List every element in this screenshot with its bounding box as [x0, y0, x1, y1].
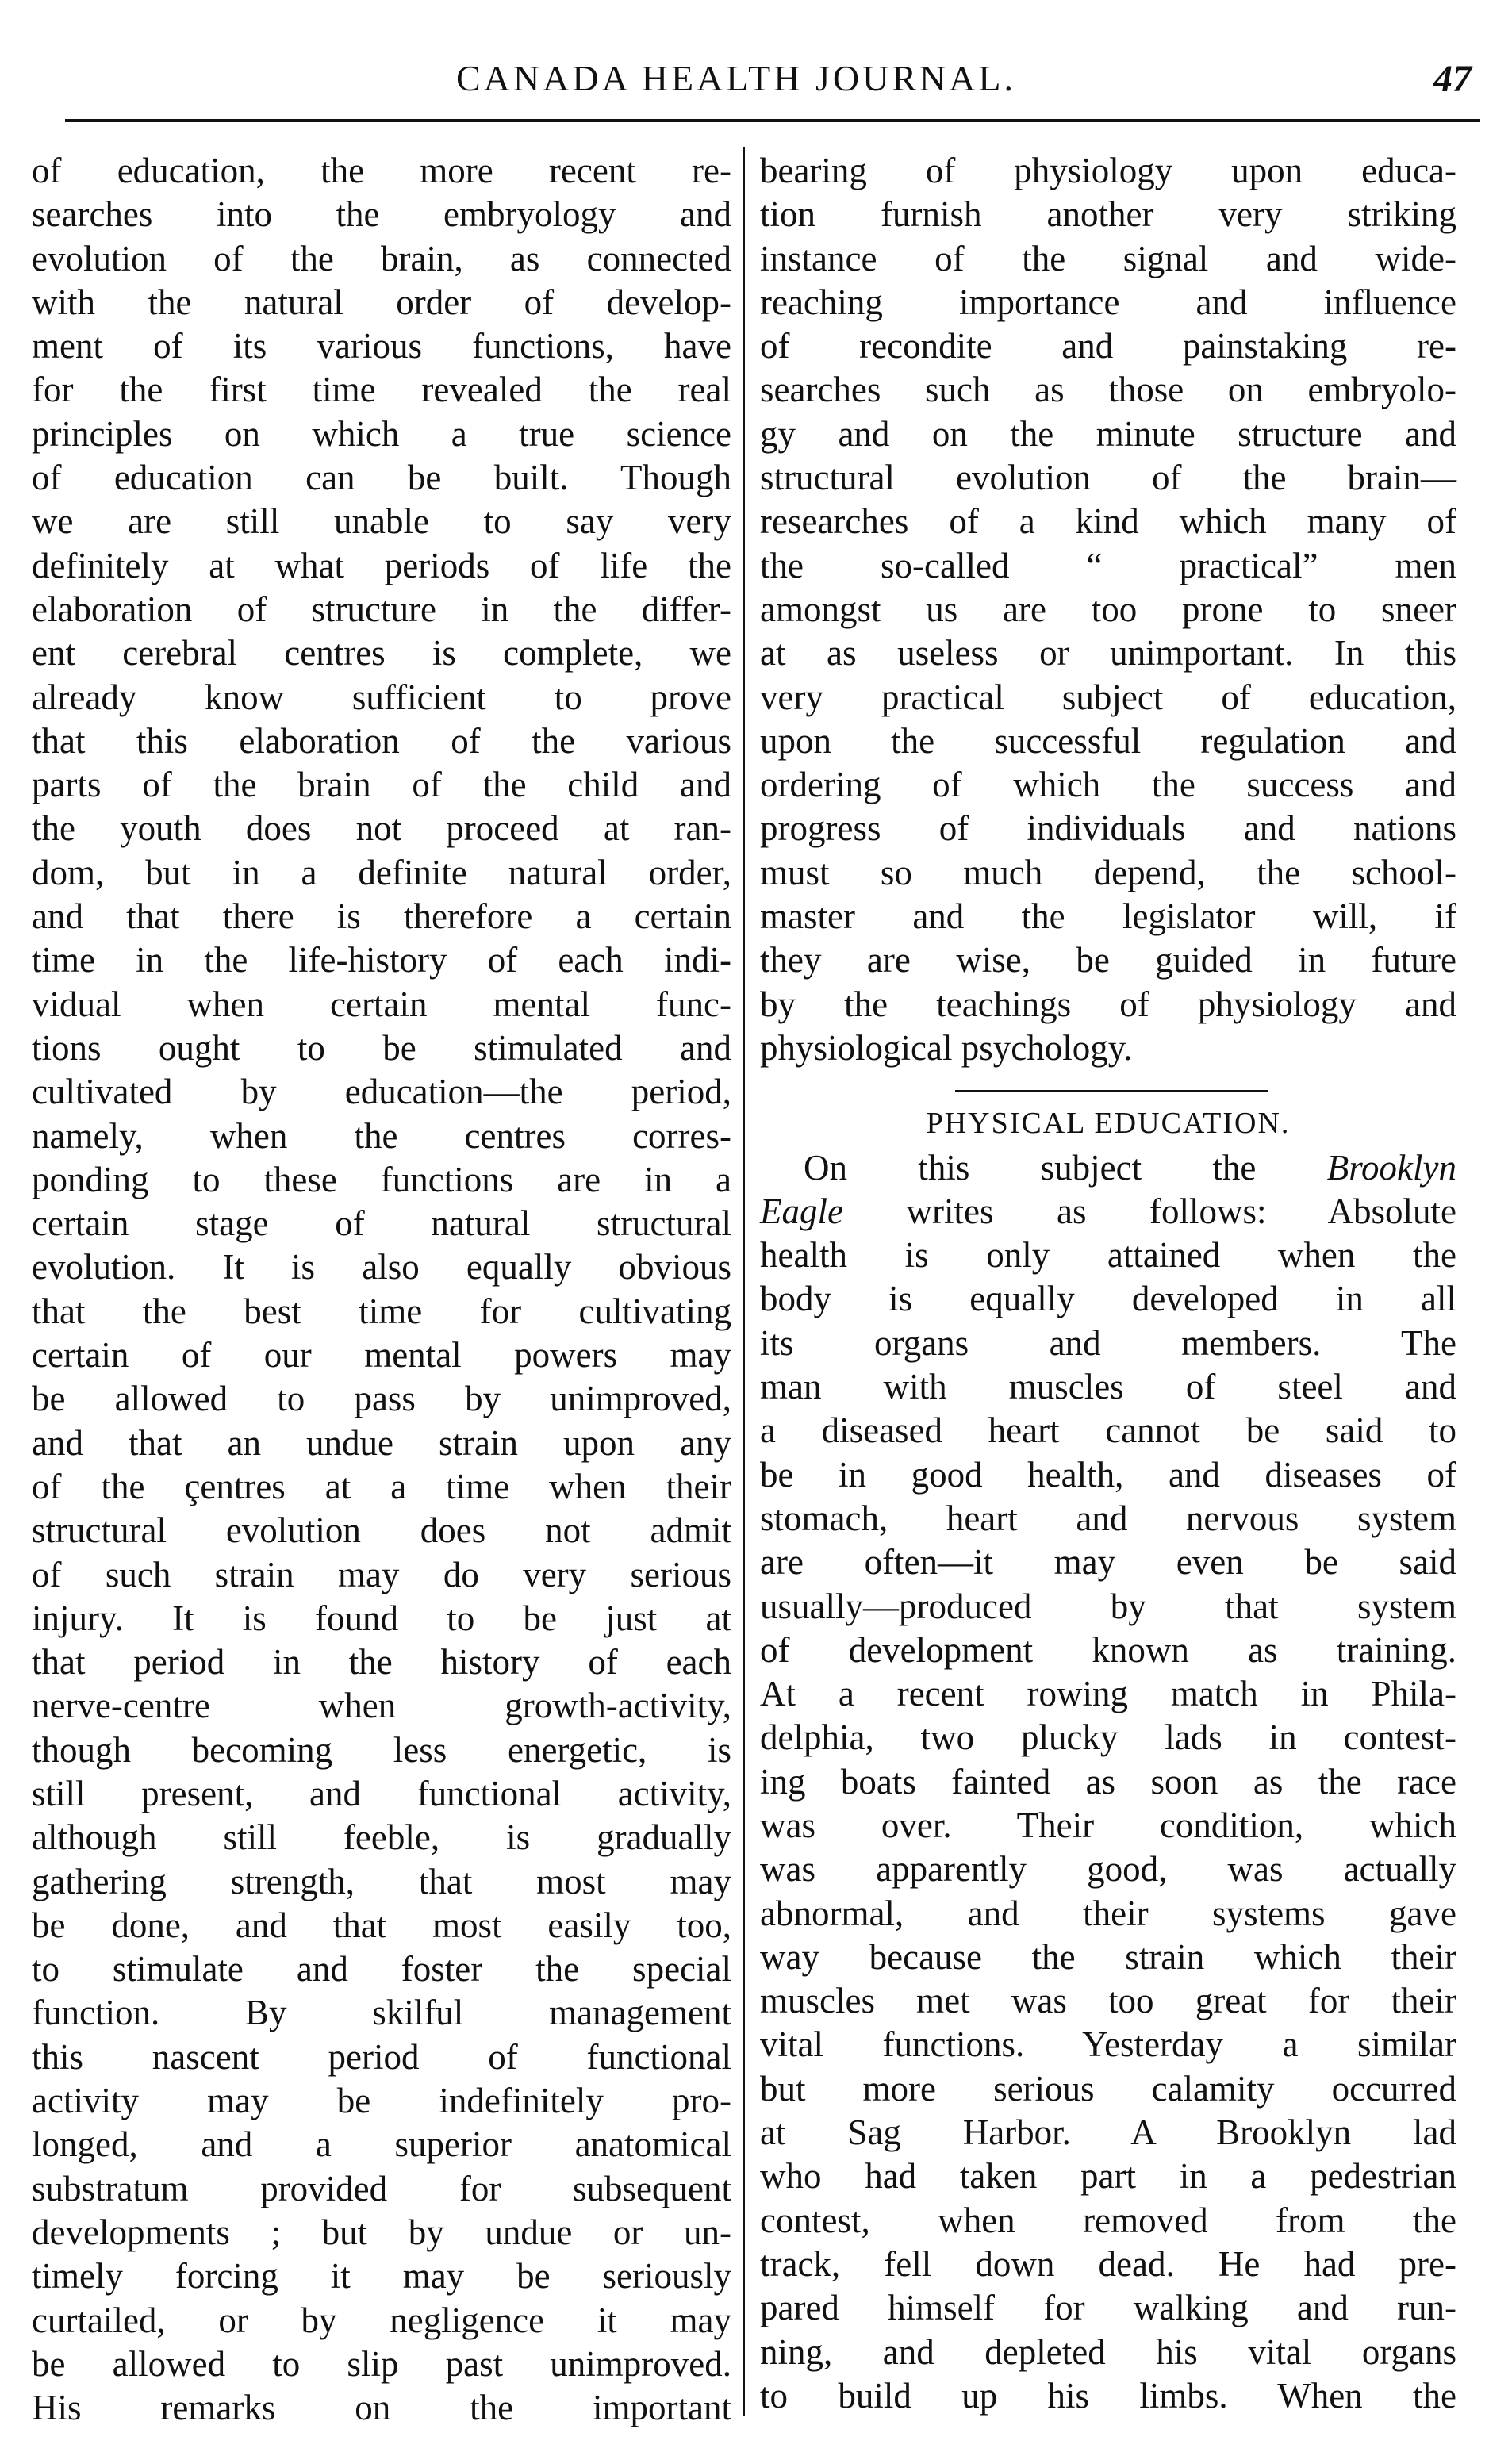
text-line: At a recent rowing match in Phila- [760, 1674, 1456, 1714]
text-line: ing boats fainted as soon as the race [760, 1761, 1456, 1802]
text-line: muscles met was too great for their [760, 1981, 1456, 2021]
text-line [760, 1190, 1456, 1234]
text-line: curtailed, or by negligence it may [32, 2300, 731, 2340]
text-line: of development known as training. [760, 1629, 1456, 1670]
text-line: be done, and that most easily too, [32, 1905, 731, 1945]
text-line: that the best time for cultivating [32, 1291, 731, 1331]
text-line: to stimulate and foster the special [32, 1949, 731, 1990]
text-line: developments ; but by undue or un- [32, 2212, 731, 2252]
text-line: are often—it may even be said [760, 1542, 1456, 1583]
text-line: vital functions. Yesterday a similar [760, 2024, 1456, 2065]
text-line [760, 1146, 1456, 1190]
text-line: bearing of physiology upon educa- [760, 151, 1456, 190]
text-line: researches of a kind which many of [760, 501, 1456, 542]
text-line: was apparently good, was actually [760, 1849, 1456, 1890]
text-line: of such strain may do very serious [32, 1554, 731, 1594]
text-line: amongst us are too prone to sneer [760, 589, 1456, 629]
text-line: ning, and depleted his vital organs [760, 2331, 1456, 2372]
text-line: very practical subject of education, [760, 677, 1456, 717]
text-line: at as useless or unimportant. In this [760, 633, 1456, 673]
text-line: physiological psychology. [760, 1027, 1133, 1068]
text-line: parts of the brain of the child and [32, 765, 731, 805]
journal-title: CANADA HEALTH JOURNAL. [456, 58, 1017, 98]
text-line: be in good health, and diseases of [760, 1454, 1456, 1495]
text-line: instance of the signal and wide- [760, 238, 1456, 278]
text-line: dom, but in a definite natural order, [32, 852, 731, 892]
text-line: certain stage of natural structural [32, 1203, 731, 1244]
text-line: that this elaboration of the various [32, 720, 731, 761]
text-line: way because the strain which their [760, 1936, 1456, 1977]
text-line: although still feeble, is gradually [32, 1817, 731, 1858]
running-head [0, 57, 1512, 113]
text-line: upon the successful regulation and [760, 720, 1456, 761]
italic-title: Eagle [760, 1191, 843, 1231]
text-line: of education can be built. Though [32, 458, 731, 498]
column-divider [743, 147, 745, 2416]
text-line: though becoming less energetic, is [32, 1729, 731, 1770]
text-line: delphia, two plucky lads in contest- [760, 1717, 1456, 1758]
text-line: ent cerebral centres is complete, we [32, 633, 731, 673]
text-line: we are still unable to say very [32, 501, 731, 542]
right-column [760, 149, 1456, 2418]
text-line: namely, when the centres corres- [32, 1115, 731, 1156]
text-line: His remarks on the important [32, 2388, 731, 2428]
text-line: abnormal, and their systems gave [760, 1893, 1456, 1933]
text-line: activity may be indefinitely pro- [32, 2081, 731, 2121]
text-line: already know sufficient to prove [32, 677, 731, 717]
text-line: pared himself for walking and run- [760, 2288, 1456, 2328]
page-number: 47 [1433, 58, 1472, 100]
text-line: function. By skilful management [32, 1993, 731, 2033]
text-line: timely forcing it may be seriously [32, 2256, 731, 2297]
text-line: definitely at what periods of life the [32, 545, 731, 585]
text-line: be allowed to pass by unimproved, [32, 1379, 731, 1419]
text-line: for the first time revealed the real [32, 370, 731, 410]
text-line: injury. It is found to be just at [32, 1598, 731, 1638]
text-line: ponding to these functions are in a [32, 1159, 731, 1199]
italic-title: Brooklyn [1326, 1147, 1456, 1188]
text-line: was over. Their condition, which [760, 1805, 1456, 1845]
text-line: must so much depend, the school- [760, 852, 1456, 892]
text-line: this nascent period of functional [32, 2036, 731, 2077]
text-line: gathering strength, that most may [32, 1861, 731, 1901]
text-line: structural evolution of the brain— [760, 458, 1456, 498]
text-line: usually—produced by that system [760, 1586, 1456, 1626]
text-line: stomach, heart and nervous system [760, 1498, 1456, 1538]
text-line: progress of individuals and nations [760, 808, 1456, 849]
section-heading: PHYSICAL EDUCATION. [926, 1107, 1291, 1141]
text-line: vidual when certain mental func- [32, 984, 731, 1024]
text-line: its organs and members. The [760, 1322, 1456, 1363]
text-line: substratum provided for subsequent [32, 2168, 731, 2208]
text-line: cultivated by education—the period, [32, 1072, 731, 1112]
text-line: be allowed to slip past unimproved. [32, 2343, 731, 2384]
text-line: and that there is therefore a certain [32, 896, 731, 937]
text-line: and that an undue strain upon any [32, 1422, 731, 1463]
text-line: reaching importance and influence [760, 282, 1456, 322]
text-line: evolution. It is also equally obvious [32, 1247, 731, 1287]
text-line: that period in the history of each [32, 1642, 731, 1683]
text-line: master and the legislator will, if [760, 896, 1456, 937]
text-line: contest, when removed from the [760, 2200, 1456, 2240]
text-line: longed, and a superior anatomical [32, 2124, 731, 2165]
text-line: who had taken part in a pedestrian [760, 2156, 1456, 2197]
text-line: of recondite and painstaking re- [760, 326, 1456, 366]
text-line: principles on which a true science [32, 413, 731, 454]
text-line: still present, and functional activity, [32, 1773, 731, 1813]
right-column-top-text [760, 149, 1456, 1070]
text-line: at Sag Harbor. A Brooklyn lad [760, 2112, 1456, 2153]
text-line: tions ought to be stimulated and [32, 1027, 731, 1068]
text-line: certain of our mental powers may [32, 1335, 731, 1376]
section-divider [955, 1090, 1268, 1092]
text-line: of education, the more recent re- [32, 151, 731, 190]
text-line: evolution of the brain, as connected [32, 238, 731, 278]
text-line: man with muscles of steel and [760, 1367, 1456, 1407]
text-line: ment of its various functions, have [32, 326, 731, 366]
text-line: by the teachings of physiology and [760, 984, 1456, 1024]
right-column-bottom-text [760, 1234, 1456, 2418]
text-line: they are wise, be guided in future [760, 940, 1456, 980]
text-segment: On this subject the [804, 1147, 1327, 1188]
text-line: ordering of which the success and [760, 765, 1456, 805]
text-line: time in the life-history of each indi- [32, 940, 731, 980]
text-line: nerve-centre when growth-activity, [32, 1686, 731, 1726]
text-segment: writes as follows: Absolute [842, 1191, 1456, 1231]
text-line: of the çentres at a time when their [32, 1466, 731, 1506]
text-line: the youth does not proceed at ran- [32, 808, 731, 849]
text-line: gy and on the minute structure and [760, 413, 1456, 454]
text-line: health is only attained when the [760, 1235, 1456, 1276]
text-line: with the natural order of develop- [32, 282, 731, 322]
text-line: the so-called “ practical” men [760, 545, 1456, 585]
left-column [32, 149, 731, 2430]
text-line: but more serious calamity occurred [760, 2068, 1456, 2109]
text-line: a diseased heart cannot be said to [760, 1410, 1456, 1451]
text-line: tion furnish another very striking [760, 194, 1456, 235]
header-rule [65, 119, 1480, 122]
text-line: structural evolution does not admit [32, 1510, 731, 1551]
text-line: searches such as those on embryolo- [760, 370, 1456, 410]
text-line: elaboration of structure in the differ- [32, 589, 731, 629]
text-line: to build up his limbs. When the [760, 2375, 1456, 2416]
text-line: searches into the embryology and [32, 194, 731, 235]
text-line: track, fell down dead. He had pre- [760, 2243, 1456, 2284]
text-line: body is equally developed in all [760, 1279, 1456, 1319]
